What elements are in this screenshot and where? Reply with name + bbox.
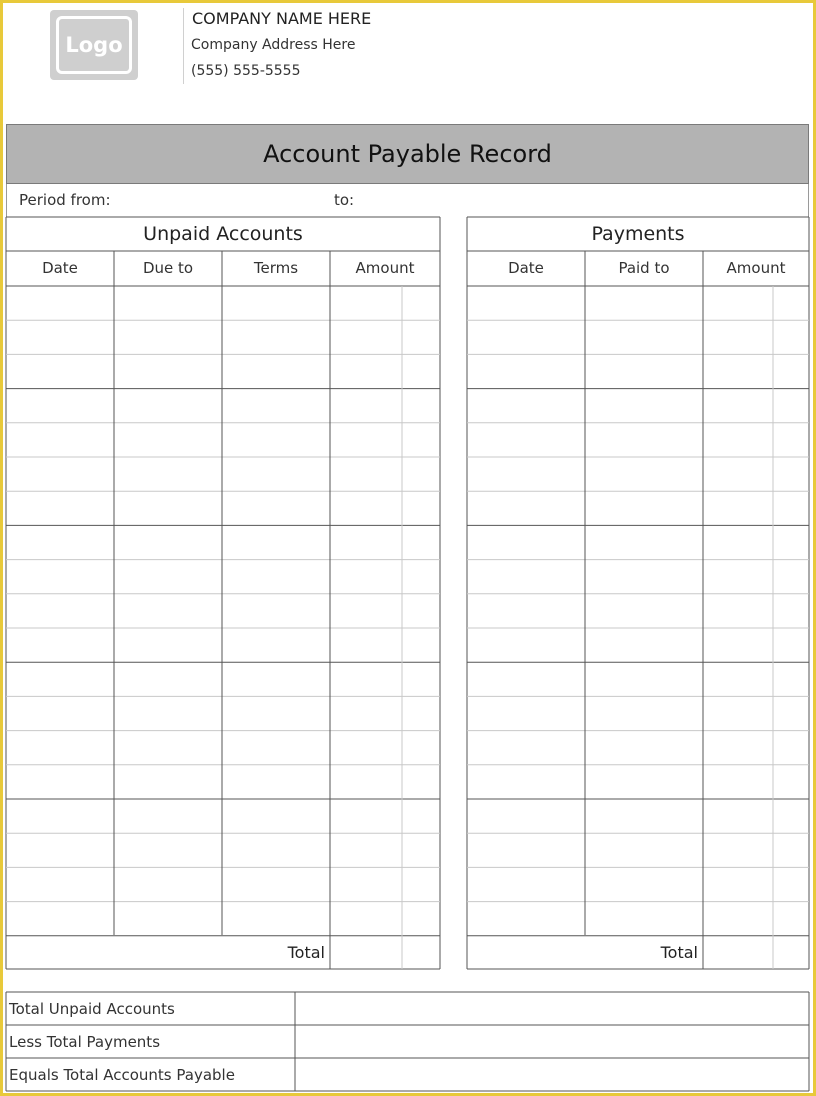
company-name: COMPANY NAME HERE [192,9,372,28]
unpaid-col-terms: Terms [253,259,299,277]
payments-section-title: Payments [591,223,685,245]
summary-table [6,992,809,1091]
unpaid-total-label: Total [287,943,325,962]
company-address: Company Address Here [191,37,356,53]
summary-equals-payable-label: Equals Total Accounts Payable [9,1066,235,1084]
logo-text: Logo [56,16,132,74]
unpaid-section-title: Unpaid Accounts [143,223,303,245]
summary-total-unpaid-label: Total Unpaid Accounts [9,1000,175,1018]
period-to-label: to: [334,191,355,209]
unpaid-col-due-to: Due to [142,259,194,277]
payments-col-paid-to: Paid to [618,259,670,277]
unpaid-col-date: Date [42,259,78,277]
unpaid-col-amount: Amount [355,259,415,277]
summary-less-payments-label: Less Total Payments [9,1033,161,1051]
company-phone: (555) 555-5555 [191,63,301,79]
form-title: Account Payable Record [6,124,809,184]
period-from-label: Period from: [19,191,111,209]
payments-col-amount: Amount [726,259,786,277]
payments-col-date: Date [508,259,544,277]
payments-total-label: Total [660,943,698,962]
